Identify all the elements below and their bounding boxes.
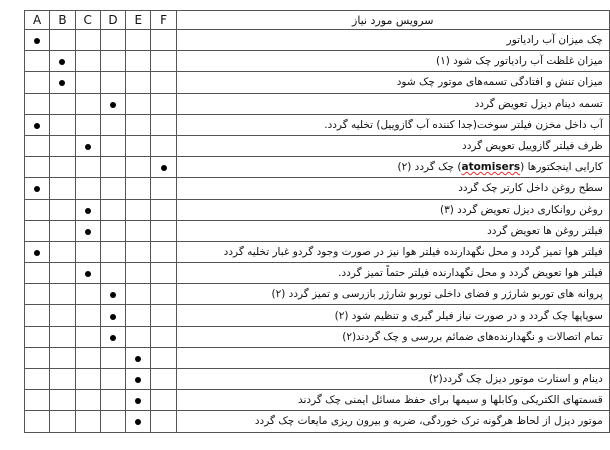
service-description: میزان غلظت آب رادیاتور چک شود (۱) (176, 51, 609, 72)
interval-dot-icon (59, 80, 65, 86)
column-header-b: B (50, 11, 75, 30)
column-header-a: A (25, 11, 50, 30)
interval-dot-icon (85, 229, 91, 235)
cell-f (151, 51, 176, 72)
cell-a (25, 390, 50, 411)
cell-d (100, 369, 125, 390)
service-description: پروانه های توربو شارژر و فضای داخلی توربو شارژر بازرسی و تمیز گردد (۲) (176, 284, 609, 305)
cell-e (126, 390, 151, 411)
service-description: میزان تنش و افتادگی تسمه‌های موتور چک شود (176, 72, 609, 93)
interval-dot-icon (161, 165, 167, 171)
cell-c (75, 284, 100, 305)
service-description: فیلتر روغن ها تعویض گردد (176, 220, 609, 241)
cell-a (25, 72, 50, 93)
service-description: موتور دیزل از لحاظ هرگونه ترک خوردگی، ضربه و بیرون ریزی مایعات چک گردد (176, 411, 609, 432)
cell-e (126, 114, 151, 135)
cell-e (126, 241, 151, 262)
service-schedule-table (24, 10, 610, 433)
cell-a (25, 220, 50, 241)
cell-b (50, 199, 75, 220)
cell-b (50, 390, 75, 411)
table-row (25, 199, 610, 220)
column-header-e: E (126, 11, 151, 30)
cell-c (75, 369, 100, 390)
cell-d (100, 220, 125, 241)
cell-d (100, 263, 125, 284)
interval-dot-icon (85, 271, 91, 277)
table-row (25, 220, 610, 241)
cell-f (151, 411, 176, 432)
cell-a (25, 135, 50, 156)
cell-a (25, 369, 50, 390)
cell-a (25, 241, 50, 262)
cell-d (100, 114, 125, 135)
cell-f (151, 369, 176, 390)
service-description: قسمتهای الکتریکی وکابلها و سیمها برای حفظ مسائل ایمنی چک گردند (176, 390, 609, 411)
interval-dot-icon (135, 398, 141, 404)
cell-f (151, 178, 176, 199)
cell-e (126, 51, 151, 72)
cell-e (126, 72, 151, 93)
cell-a (25, 114, 50, 135)
cell-a (25, 305, 50, 326)
service-text-after: ) چک گردد (۲) (397, 161, 462, 174)
cell-f (151, 114, 176, 135)
cell-b (50, 72, 75, 93)
cell-d (100, 30, 125, 51)
cell-c (75, 51, 100, 72)
service-text-before: کارایی اینجکتورها ( (520, 161, 603, 174)
table-row (25, 72, 610, 93)
interval-dot-icon (135, 356, 141, 362)
cell-d (100, 135, 125, 156)
cell-d (100, 326, 125, 347)
table-row (25, 114, 610, 135)
interval-dot-icon (85, 144, 91, 150)
cell-c (75, 199, 100, 220)
cell-c (75, 347, 100, 368)
service-description: دینام و استارت موتور دیزل چک گردد(۲) (176, 369, 609, 390)
service-column-header: سرویس مورد نیاز (176, 11, 609, 30)
table-row (25, 369, 610, 390)
cell-a (25, 30, 50, 51)
cell-f (151, 135, 176, 156)
cell-c (75, 263, 100, 284)
cell-b (50, 93, 75, 114)
interval-dot-icon (34, 38, 40, 44)
cell-f (151, 72, 176, 93)
cell-d (100, 157, 125, 178)
table-row (25, 390, 610, 411)
cell-e (126, 369, 151, 390)
cell-e (126, 178, 151, 199)
cell-a (25, 199, 50, 220)
cell-b (50, 305, 75, 326)
table-row (25, 178, 610, 199)
cell-e (126, 157, 151, 178)
cell-a (25, 51, 50, 72)
cell-c (75, 30, 100, 51)
cell-e (126, 135, 151, 156)
interval-dot-icon (110, 102, 116, 108)
cell-d (100, 93, 125, 114)
cell-d (100, 51, 125, 72)
cell-b (50, 326, 75, 347)
table-row (25, 305, 610, 326)
cell-c (75, 220, 100, 241)
cell-e (126, 305, 151, 326)
table-row (25, 157, 610, 178)
table-row (25, 263, 610, 284)
cell-b (50, 369, 75, 390)
cell-b (50, 284, 75, 305)
cell-a (25, 326, 50, 347)
service-description: سوپاپها چک گردد و در صورت نیاز فیلر گیری و تنظیم شود (۲) (176, 305, 609, 326)
cell-f (151, 390, 176, 411)
column-header-c: C (75, 11, 100, 30)
column-header-d: D (100, 11, 125, 30)
cell-c (75, 305, 100, 326)
cell-a (25, 263, 50, 284)
interval-dot-icon (34, 123, 40, 129)
table-row (25, 241, 610, 262)
cell-f (151, 284, 176, 305)
service-description: تسمه دینام دیزل تعویض گردد (176, 93, 609, 114)
cell-c (75, 93, 100, 114)
table-row (25, 284, 610, 305)
cell-b (50, 411, 75, 432)
cell-a (25, 411, 50, 432)
cell-a (25, 93, 50, 114)
interval-dot-icon (34, 250, 40, 256)
interval-dot-icon (135, 377, 141, 383)
header-row (25, 11, 610, 30)
cell-e (126, 93, 151, 114)
cell-d (100, 390, 125, 411)
service-description: چک میزان آب رادیاتور (176, 30, 609, 51)
cell-a (25, 178, 50, 199)
interval-dot-icon (110, 335, 116, 341)
cell-c (75, 135, 100, 156)
service-description: روغن روانکاری دیزل تعویض گردد (۳) (176, 199, 609, 220)
cell-d (100, 305, 125, 326)
cell-e (126, 199, 151, 220)
cell-a (25, 347, 50, 368)
cell-e (126, 326, 151, 347)
interval-dot-icon (59, 59, 65, 65)
cell-f (151, 199, 176, 220)
cell-e (126, 263, 151, 284)
cell-c (75, 157, 100, 178)
service-description (176, 157, 609, 178)
cell-d (100, 199, 125, 220)
cell-b (50, 347, 75, 368)
cell-f (151, 326, 176, 347)
cell-c (75, 326, 100, 347)
table-row (25, 93, 610, 114)
table-row (25, 411, 610, 432)
cell-f (151, 305, 176, 326)
interval-dot-icon (135, 419, 141, 425)
interval-dot-icon (85, 208, 91, 214)
cell-e (126, 411, 151, 432)
cell-b (50, 114, 75, 135)
cell-a (25, 157, 50, 178)
cell-a (25, 284, 50, 305)
column-header-f: F (151, 11, 176, 30)
cell-c (75, 114, 100, 135)
service-description: فیلتر هوا تمیز گردد و محل نگهدارنده فیلتر هوا نیز در صورت وجود گردو غبار تخلیه گردد (176, 241, 609, 262)
cell-f (151, 263, 176, 284)
cell-c (75, 411, 100, 432)
cell-f (151, 220, 176, 241)
interval-dot-icon (110, 292, 116, 298)
cell-b (50, 263, 75, 284)
cell-e (126, 284, 151, 305)
cell-f (151, 241, 176, 262)
cell-f (151, 30, 176, 51)
service-description: فیلتر هوا تعویض گردد و محل نگهدارنده فیلتر حتماً تمیز گردد. (176, 263, 609, 284)
cell-e (126, 347, 151, 368)
service-description: ظرف فیلتر گازوییل تعویض گردد (176, 135, 609, 156)
cell-f (151, 157, 176, 178)
cell-c (75, 241, 100, 262)
cell-b (50, 135, 75, 156)
cell-c (75, 390, 100, 411)
cell-f (151, 347, 176, 368)
table-row (25, 135, 610, 156)
cell-e (126, 220, 151, 241)
cell-b (50, 178, 75, 199)
table-row (25, 51, 610, 72)
cell-d (100, 72, 125, 93)
cell-d (100, 411, 125, 432)
cell-b (50, 241, 75, 262)
interval-dot-icon (34, 186, 40, 192)
table-row (25, 30, 610, 51)
service-description: تمام اتصالات و نگهدارنده‌های ضمائم بررسی و چک گردند(۲) (176, 326, 609, 347)
cell-b (50, 220, 75, 241)
cell-e (126, 30, 151, 51)
cell-b (50, 30, 75, 51)
cell-c (75, 72, 100, 93)
cell-c (75, 178, 100, 199)
interval-dot-icon (110, 314, 116, 320)
service-text-term: atomisers (461, 161, 521, 174)
cell-d (100, 178, 125, 199)
cell-d (100, 284, 125, 305)
service-rows (25, 30, 610, 433)
cell-f (151, 93, 176, 114)
cell-d (100, 241, 125, 262)
table-row (25, 347, 610, 368)
service-description: آب داخل مخزن فیلتر سوخت(جدا کننده آب گازوییل) تخلیه گردد. (176, 114, 609, 135)
table-row (25, 326, 610, 347)
service-description (176, 347, 609, 368)
cell-d (100, 347, 125, 368)
service-description: سطح روغن داخل کارتر چک گردد (176, 178, 609, 199)
cell-b (50, 157, 75, 178)
cell-b (50, 51, 75, 72)
